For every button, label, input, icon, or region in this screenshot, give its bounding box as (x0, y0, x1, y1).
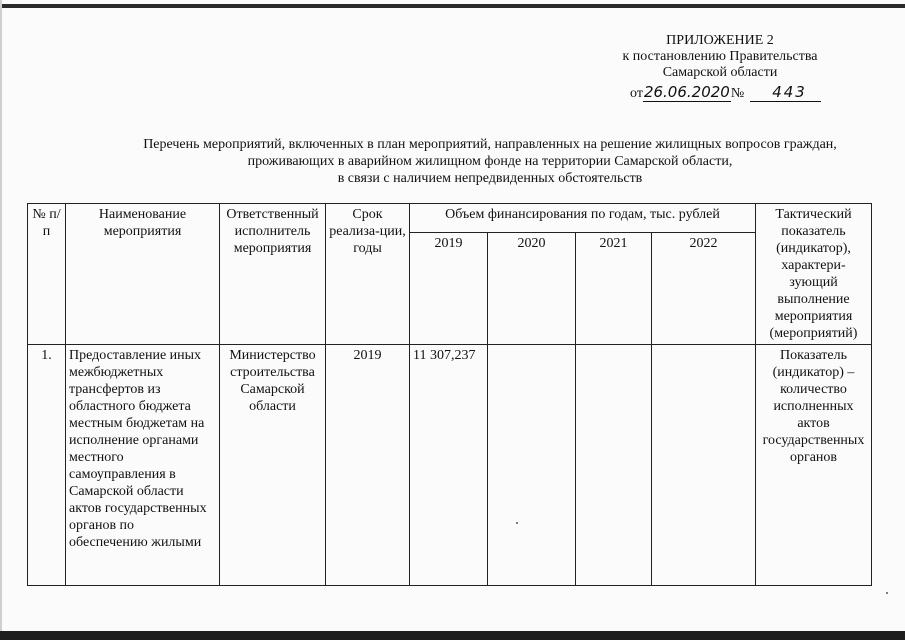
title-line-3: в связи с наличием непредвиденных обстоятельств (337, 171, 643, 186)
header-indicator: Тактический показатель (индикатор), характери-зующий выполнение мероприятия (мероприятий) (756, 204, 872, 345)
appendix-title: ПРИЛОЖЕНИЕ 2 (666, 33, 774, 48)
cell-indicator: Показатель (индикатор) – количество исполненных актов государственных органов (756, 345, 872, 586)
appendix-block (590, 33, 850, 81)
cell-num: 1. (28, 345, 66, 586)
date-prefix: от (630, 86, 643, 101)
header-year-2022: 2022 (652, 232, 756, 344)
handwritten-number: 443 (750, 83, 821, 102)
cell-2022 (652, 345, 756, 586)
header-funding: Объем финансирования по годам, тыс. рублей (410, 204, 756, 233)
handwritten-date: 26.06.2020 (643, 83, 730, 101)
header-num: № п/п (28, 204, 66, 345)
scan-speck (516, 522, 518, 524)
header-year-2020: 2020 (488, 232, 576, 344)
scan-border-top (0, 4, 905, 8)
title-line-1: Перечень мероприятий, включенных в план мероприятий, направленных на решение жилищных вопросов граждан, (143, 137, 837, 152)
header-year-2019: 2019 (410, 232, 488, 344)
scan-border-bottom (0, 631, 905, 640)
title-line-2: проживающих в аварийном жилищном фонде на территории Самарской области, (247, 154, 733, 169)
scan-speck (886, 592, 888, 594)
document-title (100, 136, 880, 187)
header-name: Наименование мероприятия (66, 204, 220, 345)
measures-table (27, 203, 872, 586)
cell-2020 (488, 345, 576, 586)
cell-name: Предоставление иных межбюджетных трансфертов из областного бюджета местным бюджетам на исполнение органами местного самоуправления в Самарской области актов государственных органов по обеспечению жилыми (66, 345, 220, 586)
table-row (28, 345, 872, 586)
cell-2021 (576, 345, 652, 586)
cell-2019: 11 307,237 (410, 345, 488, 586)
number-sign: № (730, 86, 745, 101)
appendix-line3: Самарской области (662, 65, 778, 80)
scan-border-left (0, 0, 2, 640)
header-year-2021: 2021 (576, 232, 652, 344)
cell-term: 2019 (326, 345, 410, 586)
cell-responsible: Министерство строительства Самарской области (220, 345, 326, 586)
header-responsible: Ответственный исполнитель мероприятия (220, 204, 326, 345)
appendix-line2: к постановлению Правительства (622, 49, 818, 64)
appendix-date-line (630, 83, 821, 102)
header-term: Срок реализа-ции, годы (326, 204, 410, 345)
